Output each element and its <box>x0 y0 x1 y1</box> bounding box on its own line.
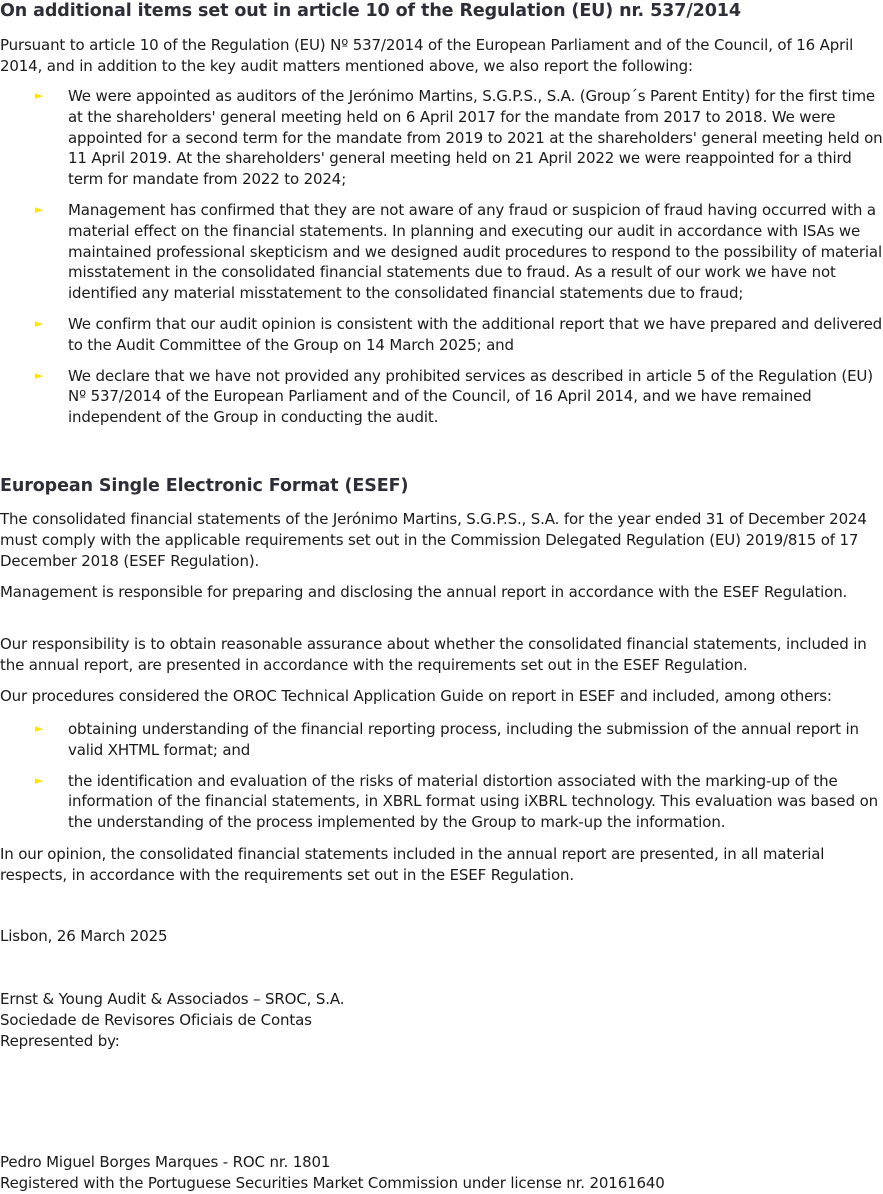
list-item-text: Management has confirmed that they are not aware of any fraud or suspicion of fraud having occurred with a material effect on the financial statements. In planning and executing our audit in accordance with ISAs we maintained professional skepticism and we designed audit procedures to respond to the possibility of material misstatement in the consolidated financial statements due to fraud. As a result of our work we have not identified any material misstatement to the consolidated financial statements due to fraud; <box>68 200 882 303</box>
list-item <box>0 200 883 304</box>
signatory-block <box>0 1152 665 1194</box>
esef-paragraph-1: The consolidated financial statements of the Jerónimo Martins, S.G.P.S., S.A. for the year ended 31 of December 2024 must comply with the applicable requirements set out in the Commission Delegated Regulation (EU) 2019/815 of 17 December 2018 (ESEF Regulation). <box>0 510 867 570</box>
list-item-text: We confirm that our audit opinion is consistent with the additional report that we have prepared and delivered to the Audit Committee of the Group on 14 March 2025; and <box>68 314 883 354</box>
esef-bullet-list <box>0 719 883 833</box>
section1-intro-paragraph: Pursuant to article 10 of the Regulation (EU) Nº 537/2014 of the European Parliament and of the Council, of 16 April 2014, and in addition to the key audit matters mentioned above, we also report the following: <box>0 36 854 75</box>
list-item <box>0 314 883 356</box>
firm-description: Sociedade de Revisores Oficiais de Contas <box>0 1010 312 1029</box>
list-item-text: We were appointed as auditors of the Jerónimo Martins, S.G.P.S., S.A. (Group´s Parent Entity) for the first time at the shareholders' general meeting held on 6 April 2017 for the mandate from 2017 to 2018. We were appointed for a second term for the mandate from 2019 to 2021 at the shareholders' general meeting held on 11 April 2019. At the shareholders' general meeting held on 21 April 2022 we were reappointed for a third term for mandate from 2022 to 2024; <box>68 87 883 189</box>
signatory-registration: Registered with the Portuguese Securities Market Commission under license nr. 20161640 <box>0 1173 665 1192</box>
list-item-text: We declare that we have not provided any prohibited services as described in article 5 of the Regulation (EU) Nº 537/2014 of the European Parliament and of the Council, of 16 April 2014, and we have remained independent of the Group in conducting the audit. <box>68 366 873 427</box>
bullet-arrow-icon: ► <box>35 773 44 787</box>
bullet-arrow-icon: ► <box>35 89 44 102</box>
list-item-text: the identification and evaluation of the risks of material distortion associated with the marking-up of the information of the financial statements, in XBRL format using iXBRL technology. This evaluation was based on the understanding of the process implemented by the Group to mark-up the information. <box>68 771 879 832</box>
bullet-arrow-icon: ► <box>35 368 44 382</box>
bullet-arrow-icon: ► <box>35 722 44 735</box>
esef-paragraph-4: Our procedures considered the OROC Technical Application Guide on report in ESEF and included, among others: <box>0 687 832 705</box>
signatory-name: Pedro Miguel Borges Marques - ROC nr. 1801 <box>0 1153 331 1171</box>
place-date: Lisbon, 26 March 2025 <box>0 927 168 945</box>
esef-paragraph-3: Our responsibility is to obtain reasonable assurance about whether the consolidated financial statements, included in the annual report, are presented in accordance with the requirements set out in the ESEF Regulation. <box>0 635 867 674</box>
firm-name: Ernst & Young Audit & Associados – SROC, S.A. <box>0 990 345 1008</box>
firm-block <box>0 989 344 1051</box>
represented-by-label: Represented by: <box>0 1031 120 1050</box>
list-item <box>0 771 883 833</box>
section-heading-article-10: On additional items set out in article 10 of the Regulation (EU) nr. 537/2014 <box>0 1 741 21</box>
list-item-text: obtaining understanding of the financial reporting process, including the submission of the annual report in valid XHTML format; and <box>68 720 859 759</box>
list-item <box>0 719 883 761</box>
list-item <box>0 366 883 428</box>
esef-paragraph-2: Management is responsible for preparing and disclosing the annual report in accordance with the ESEF Regulation. <box>0 583 848 601</box>
section1-bullet-list <box>0 86 883 428</box>
bullet-arrow-icon: ► <box>35 316 44 330</box>
list-item <box>0 86 883 190</box>
esef-opinion-paragraph: In our opinion, the consolidated financial statements included in the annual report are presented, in all material respects, in accordance with the requirements set out in the ESEF Regulation. <box>0 845 825 884</box>
section-heading-esef: European Single Electronic Format (ESEF) <box>0 476 409 496</box>
bullet-arrow-icon: ► <box>35 202 44 216</box>
